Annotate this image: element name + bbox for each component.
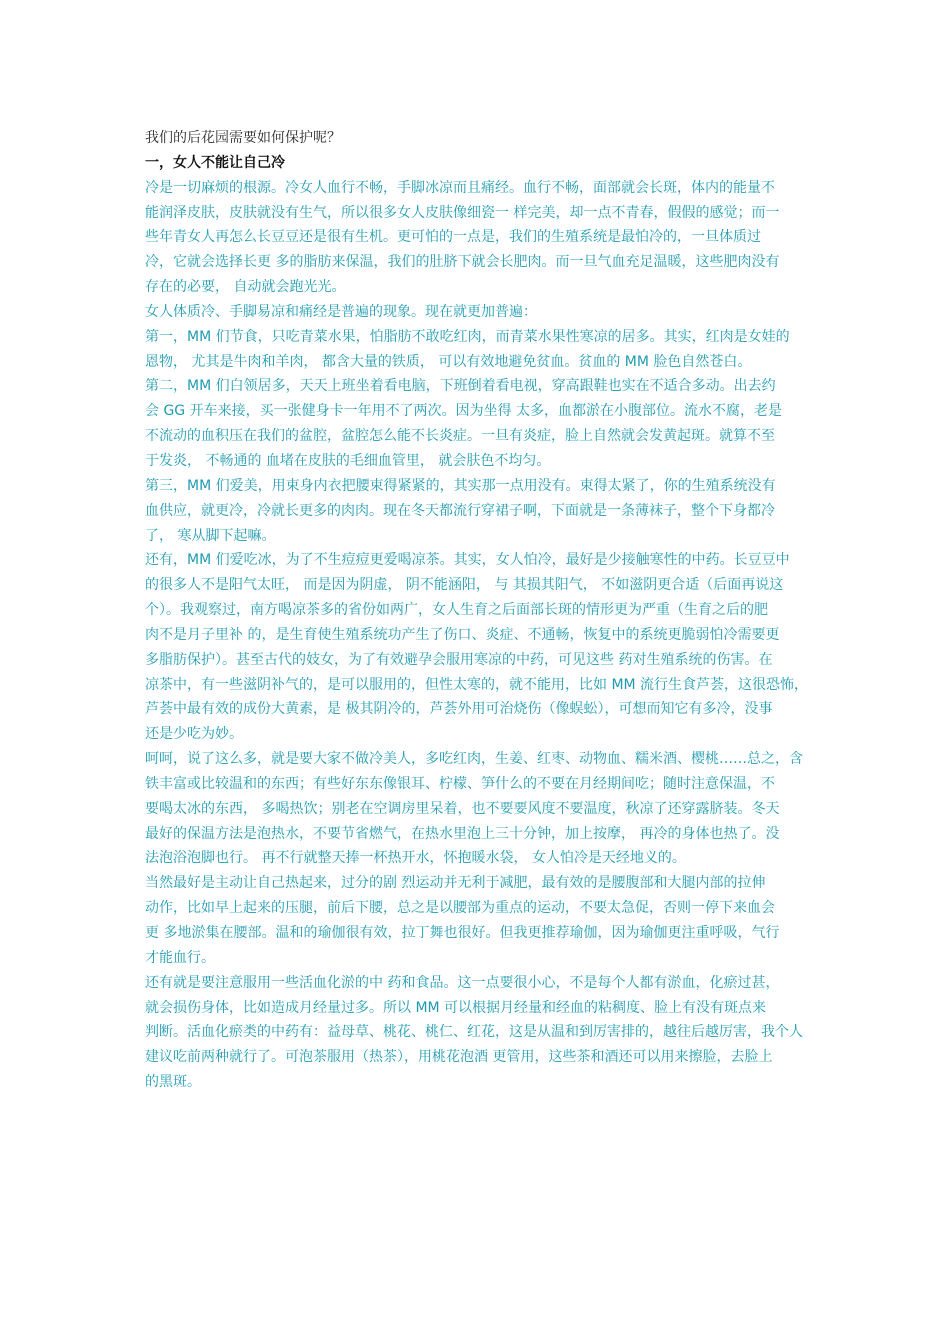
section-heading: 一，女人不能让自己冷 xyxy=(145,154,285,171)
body-text-line: 法泡浴泡脚也行。 再不行就整天捧一杯热开水，怀抱暖水袋， 女人怕冷是天经地义的。 xyxy=(145,850,686,867)
body-text-line: 第一，MM 们节食，只吃青菜水果，怕脂肪不敢吃红肉，而青菜水果性寒凉的居多。其实，红肉是女娃的 xyxy=(145,328,790,345)
body-text-line: 判断。活血化瘀类的中药有：益母草、桃花、桃仁、红花，这是从温和到厉害排的，越往后越厉害，我个人 xyxy=(145,1024,803,1041)
body-text-line: 不流动的血积压在我们的盆腔，盆腔怎么能不长炎症。一旦有炎症，脸上自然就会发黄起斑。就算不至 xyxy=(145,428,775,445)
body-text-line: 恩物， 尤其是牛肉和羊肉， 都含大量的铁质， 可以有效地避免贫血。贫血的 MM 脸色自然苍白。 xyxy=(145,353,752,370)
body-text-line: 凉茶中，有一些滋阴补气的，是可以服用的，但性太寒的，就不能用，比如 MM 流行生食芦荟，这很恐怖， xyxy=(145,676,809,693)
body-text-line: 于发炎， 不畅通的 血堵在皮肤的毛细血管里， 就会肤色不均匀。 xyxy=(145,452,551,469)
body-text-line: 肉不是月子里补 的，是生育使生殖系统功产生了伤口、炎症、不通畅，恢复中的系统更脆弱怕冷需要更 xyxy=(145,626,780,643)
body-text-line: 还是少吃为妙。 xyxy=(145,726,243,743)
body-text-line: 多脂肪保护）。甚至古代的妓女，为了有效避孕会服用寒凉的中药，可见这些 药对生殖系统的伤害。在 xyxy=(145,651,773,668)
body-text-line: 动作，比如早上起来的压腿，前后下腰，总之是以腰部为重点的运动，不要太急促，否则一停下来血会 xyxy=(145,900,775,917)
body-text-line: 才能血行。 xyxy=(145,949,215,966)
body-text-line: 存在的必要， 自动就会跑光光。 xyxy=(145,279,346,296)
body-text-line: 第三，MM 们爱美，用束身内衣把腰束得紧紧的，其实那一点用没有。束得太紧了，你的生殖系统没有 xyxy=(145,477,776,494)
body-text-line: 女人体质冷、手脚易凉和痛经是普遍的现象。现在就更加普遍： xyxy=(145,303,537,320)
body-text-line: 冷是一切麻烦的根源。冷女人血行不畅，手脚冰凉而且痛经。血行不畅，面部就会长斑，体内的能量不 xyxy=(145,179,775,196)
body-text-line: 会 GG 开车来接，买一张健身卡一年用不了两次。因为坐得 太多，血都淤在小腹部位。流水不腐，老是 xyxy=(145,403,783,420)
body-text xyxy=(145,176,813,1095)
body-text-line: 血供应，就更冷，冷就长更多的肉肉。现在冬天都流行穿裙子啊，下面就是一条薄袜子，整个下身都冷 xyxy=(145,502,775,519)
body-text-line: 了， 寒从脚下起嘛。 xyxy=(145,527,276,544)
body-text-line: 还有就是要注意服用一些活血化淤的中 药和食品。这一点要很小心，不是每个人都有淤血，化瘀过甚， xyxy=(145,974,780,991)
body-text-line: 芦荟中最有效的成份大黄素，是 极其阴冷的，芦荟外用可治烧伤（像蜈蚣），可想而知它有多冷，没事 xyxy=(145,701,773,718)
body-text-line: 要喝太冰的东西， 多喝热饮；别老在空调房里呆着，也不要要风度不要温度，秋凉了还穿露脐装。冬天 xyxy=(145,800,780,817)
body-text-line: 冷，它就会选择长更 多的脂肪来保温，我们的肚脐下就会长肥肉。而一旦气血充足温暖，这些肥肉没有 xyxy=(145,254,780,271)
document-body xyxy=(145,126,813,1095)
body-text-line: 的黑斑。 xyxy=(145,1074,201,1091)
body-text-line: 更 多地淤集在腰部。温和的瑜伽很有效，拉丁舞也很好。但我更推荐瑜伽，因为瑜伽更注重呼吸，气行 xyxy=(145,925,780,941)
body-text-line: 铁丰富或比较温和的东西；有些好东东像银耳、柠檬、笋什么的不要在月经期间吃；随时注意保温，不 xyxy=(145,775,775,792)
body-text-line: 当然最好是主动让自己热起来，过分的剧 烈运动并无利于减肥，最有效的是腰腹部和大腿内部的拉伸 xyxy=(145,875,766,892)
body-text-line: 最好的保温方法是泡热水，不要节省燃气，在热水里泡上三十分钟，加上按摩， 再冷的身体也热了。没 xyxy=(145,825,780,842)
body-text-line: 建议吃前两种就行了。可泡茶服用（热茶），用桃花泡酒 更管用，这些茶和酒还可以用来擦脸，去脸上 xyxy=(145,1049,773,1066)
body-text-line: 能润泽皮肤，皮肤就没有生气，所以很多女人皮肤像细瓷一 样完美，却一点不青春，假假的感觉；而一 xyxy=(145,204,780,221)
intro-question: 我们的后花园需要如何保护呢？ xyxy=(145,130,341,146)
body-text-line: 个）。我观察过，南方喝凉茶多的省份如两广，女人生育之后面部长斑的情形更为严重（生育之后的肥 xyxy=(145,602,768,619)
body-text-line: 的很多人不是阳气太旺， 而是因为阴虚， 阴不能涵阳， 与 其损其阳气， 不如滋阴更合适（后面再说这 xyxy=(145,577,784,594)
body-text-line: 还有，MM 们爱吃冰，为了不生痘痘更爱喝凉茶。其实，女人怕冷，最好是少接触寒性的中药。长豆豆中 xyxy=(145,552,790,569)
body-text-line: 呵呵，说了这么多，就是要大家不做冷美人，多吃红肉，生姜、红枣、动物血、糯米酒、樱桃……总之，含 xyxy=(145,751,803,768)
body-text-line: 第二，MM 们白领居多，天天上班坐着看电脑，下班倒着看电视，穿高跟鞋也实在不适合多动。出去约 xyxy=(145,378,776,395)
body-text-line: 就会损伤身体，比如造成月经量过多。所以 MM 可以根据月经量和经血的粘稠度、脸上有没有斑点来 xyxy=(145,999,767,1016)
body-text-line: 些年青女人再怎么长豆豆还是很有生机。更可怕的一点是，我们的生殖系统是最怕冷的，一旦体质过 xyxy=(145,229,761,246)
